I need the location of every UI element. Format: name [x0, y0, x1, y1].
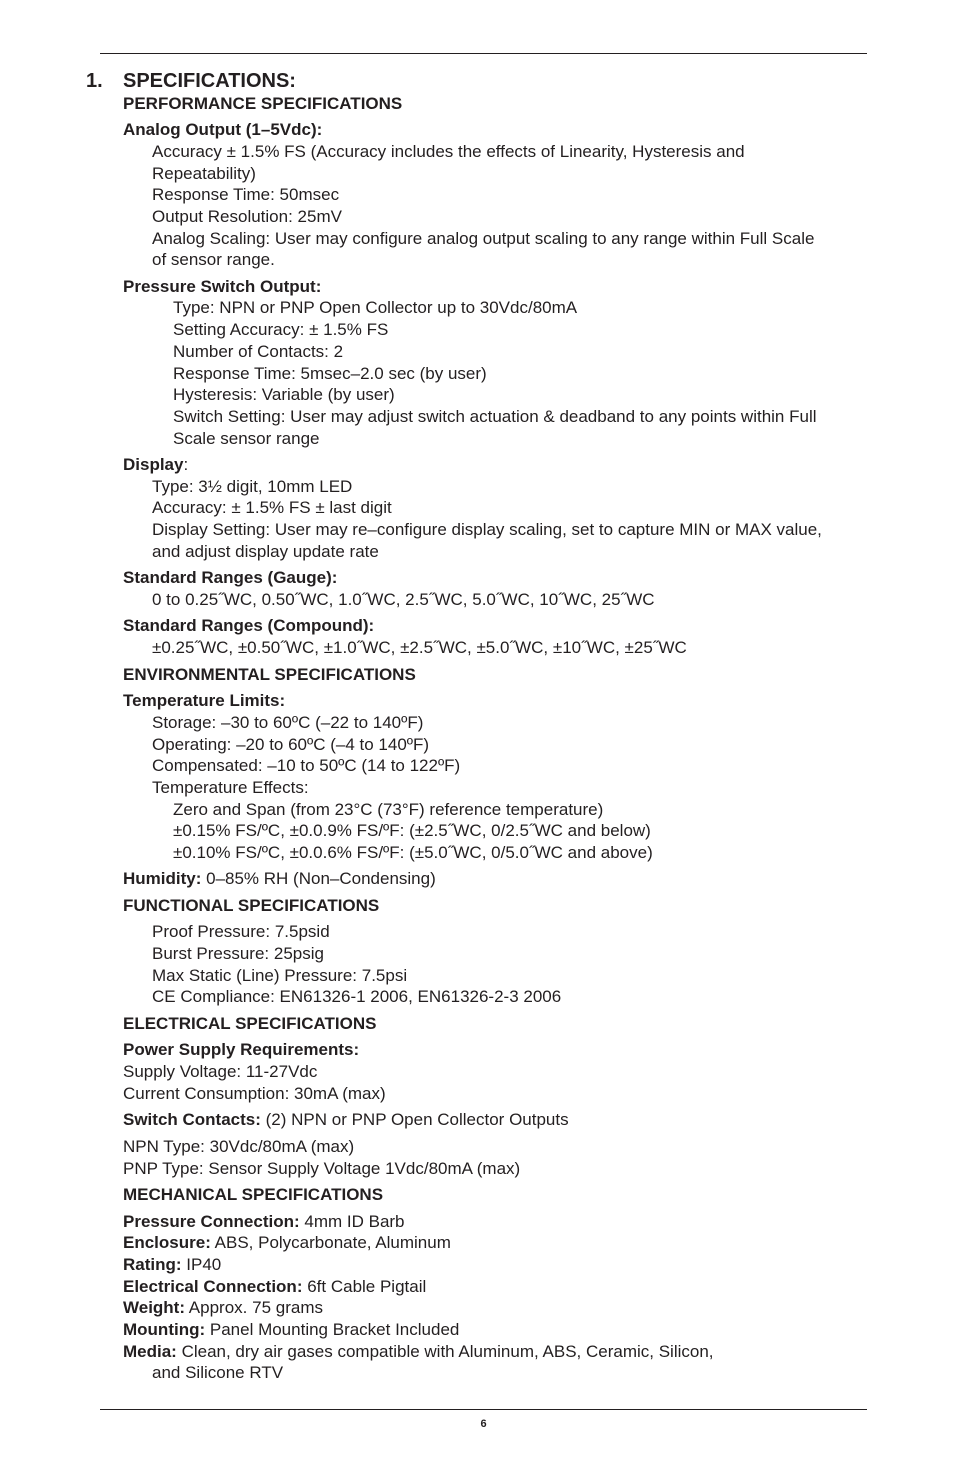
environmental-heading: ENVIRONMENTAL SPECIFICATIONS — [123, 665, 416, 684]
mechanical-item — [123, 1298, 323, 1318]
analog-line: Repeatability) — [152, 164, 256, 183]
bottom-rule — [100, 1409, 867, 1410]
mechanical-item-label: Pressure Connection: — [123, 1212, 300, 1231]
contacts-line: PNP Type: Sensor Supply Voltage 1Vdc/80mA (max) — [123, 1159, 521, 1178]
functional-line: CE Compliance: EN61326-1 2006, EN61326-2-3 2006 — [152, 987, 562, 1006]
mechanical-item-value: Approx. 75 grams — [185, 1298, 323, 1317]
mechanical-item-value: Panel Mounting Bracket Included — [205, 1320, 460, 1339]
performance-heading: PERFORMANCE SPECIFICATIONS — [123, 94, 403, 113]
mechanical-item — [123, 1212, 405, 1232]
switch-contacts-label: Switch Contacts: — [123, 1110, 261, 1129]
power-line: Supply Voltage: 11-27Vdc — [123, 1062, 318, 1081]
switch-line: Scale sensor range — [173, 429, 320, 448]
display-line: Accuracy: ± 1.5% FS ± last digit — [152, 498, 392, 517]
mechanical-item — [123, 1233, 451, 1253]
section-title: SPECIFICATIONS: — [123, 70, 296, 92]
mechanical-item — [123, 1320, 459, 1340]
top-rule — [100, 53, 867, 54]
temperature-line: Storage: –30 to 60ºC (–22 to 140ºF) — [152, 713, 424, 732]
mechanical-item-label: Enclosure: — [123, 1233, 211, 1252]
analog-line: Output Resolution: 25mV — [152, 207, 342, 226]
analog-output-label: Analog Output (1–5Vdc): — [123, 120, 323, 139]
mechanical-item-value: ABS, Polycarbonate, Aluminum — [210, 1233, 451, 1252]
media-continuation: and Silicone RTV — [152, 1363, 284, 1382]
display-line: and adjust display update rate — [152, 542, 379, 561]
power-line: Current Consumption: 30mA (max) — [123, 1084, 386, 1103]
mechanical-item-label: Electrical Connection: — [123, 1277, 303, 1296]
display-line: Type: 3½ digit, 10mm LED — [152, 477, 353, 496]
switch-line: Response Time: 5msec–2.0 sec (by user) — [173, 364, 487, 383]
analog-line: Analog Scaling: User may configure analog output scaling to any range within Full Scale — [152, 229, 815, 248]
switch-line: Hysteresis: Variable (by user) — [173, 385, 395, 404]
temperature-effect-line: ±0.15% FS/ºC, ±0.0.9% FS/ºF: (±2.5˝WC, 0/2.5˝WC and below) — [173, 821, 651, 840]
analog-line: Accuracy ± 1.5% FS (Accuracy includes the effects of Linearity, Hysteresis and — [152, 142, 745, 161]
switch-output-label: Pressure Switch Output: — [123, 277, 322, 296]
mechanical-item-label: Media: — [123, 1342, 177, 1361]
mechanical-item-label: Rating: — [123, 1255, 182, 1274]
electrical-heading: ELECTRICAL SPECIFICATIONS — [123, 1014, 377, 1033]
gauge-ranges-label: Standard Ranges (Gauge): — [123, 568, 338, 587]
functional-line: Max Static (Line) Pressure: 7.5psi — [152, 966, 408, 985]
temperature-line: Operating: –20 to 60ºC (–4 to 140ºF) — [152, 735, 430, 754]
display-label: Display — [123, 455, 184, 474]
mechanical-item-value: IP40 — [181, 1255, 222, 1274]
contacts-line: NPN Type: 30Vdc/80mA (max) — [123, 1137, 355, 1156]
gauge-ranges-value: 0 to 0.25˝WC, 0.50˝WC, 1.0˝WC, 2.5˝WC, 5.0˝WC, 10˝WC, 25˝WC — [152, 590, 655, 609]
humidity-label: Humidity: — [123, 869, 202, 888]
temperature-effect-line: Zero and Span (from 23°C (73°F) reference temperature) — [173, 800, 604, 819]
temperature-limits-label: Temperature Limits: — [123, 691, 286, 710]
display-label-suffix: : — [183, 455, 189, 474]
mechanical-heading: MECHANICAL SPECIFICATIONS — [123, 1185, 384, 1204]
functional-heading: FUNCTIONAL SPECIFICATIONS — [123, 896, 380, 915]
switch-line: Type: NPN or PNP Open Collector up to 30Vdc/80mA — [173, 298, 578, 317]
switch-contacts-value: (2) NPN or PNP Open Collector Outputs — [260, 1110, 569, 1129]
compound-ranges-label: Standard Ranges (Compound): — [123, 616, 375, 635]
power-supply-label: Power Supply Requirements: — [123, 1040, 360, 1059]
mechanical-item-label: Weight: — [123, 1298, 186, 1317]
page-number: 6 — [480, 1418, 487, 1430]
switch-line: Setting Accuracy: ± 1.5% FS — [173, 320, 389, 339]
compound-ranges-value: ±0.25˝WC, ±0.50˝WC, ±1.0˝WC, ±2.5˝WC, ±5.0˝WC, ±10˝WC, ±25˝WC — [152, 638, 687, 657]
mechanical-item-value: 6ft Cable Pigtail — [302, 1277, 427, 1296]
temperature-line: Compensated: –10 to 50ºC (14 to 122ºF) — [152, 756, 461, 775]
humidity-row — [123, 869, 436, 889]
switch-line: Number of Contacts: 2 — [173, 342, 344, 361]
section-number: 1. — [86, 70, 103, 92]
mechanical-item-value: Clean, dry air gases compatible with Aluminum, ABS, Ceramic, Silicon, — [176, 1342, 714, 1361]
functional-line: Proof Pressure: 7.5psid — [152, 922, 330, 941]
mechanical-item — [123, 1342, 714, 1362]
mechanical-item — [123, 1255, 221, 1275]
mechanical-item-label: Mounting: — [123, 1320, 206, 1339]
mechanical-item-value: 4mm ID Barb — [299, 1212, 405, 1231]
temperature-effect-line: ±0.10% FS/ºC, ±0.0.6% FS/ºF: (±5.0˝WC, 0/5.0˝WC and above) — [173, 843, 653, 862]
functional-line: Burst Pressure: 25psig — [152, 944, 324, 963]
analog-line: Response Time: 50msec — [152, 185, 340, 204]
humidity-value: 0–85% RH (Non–Condensing) — [201, 869, 436, 888]
mechanical-item — [123, 1277, 426, 1297]
switch-contacts-row — [123, 1110, 569, 1130]
temperature-line: Temperature Effects: — [152, 778, 309, 797]
display-label-row — [123, 455, 188, 475]
display-line: Display Setting: User may re–configure display scaling, set to capture MIN or MAX value, — [152, 520, 822, 539]
analog-line: of sensor range. — [152, 250, 275, 269]
switch-line: Switch Setting: User may adjust switch actuation & deadband to any points within Full — [173, 407, 817, 426]
